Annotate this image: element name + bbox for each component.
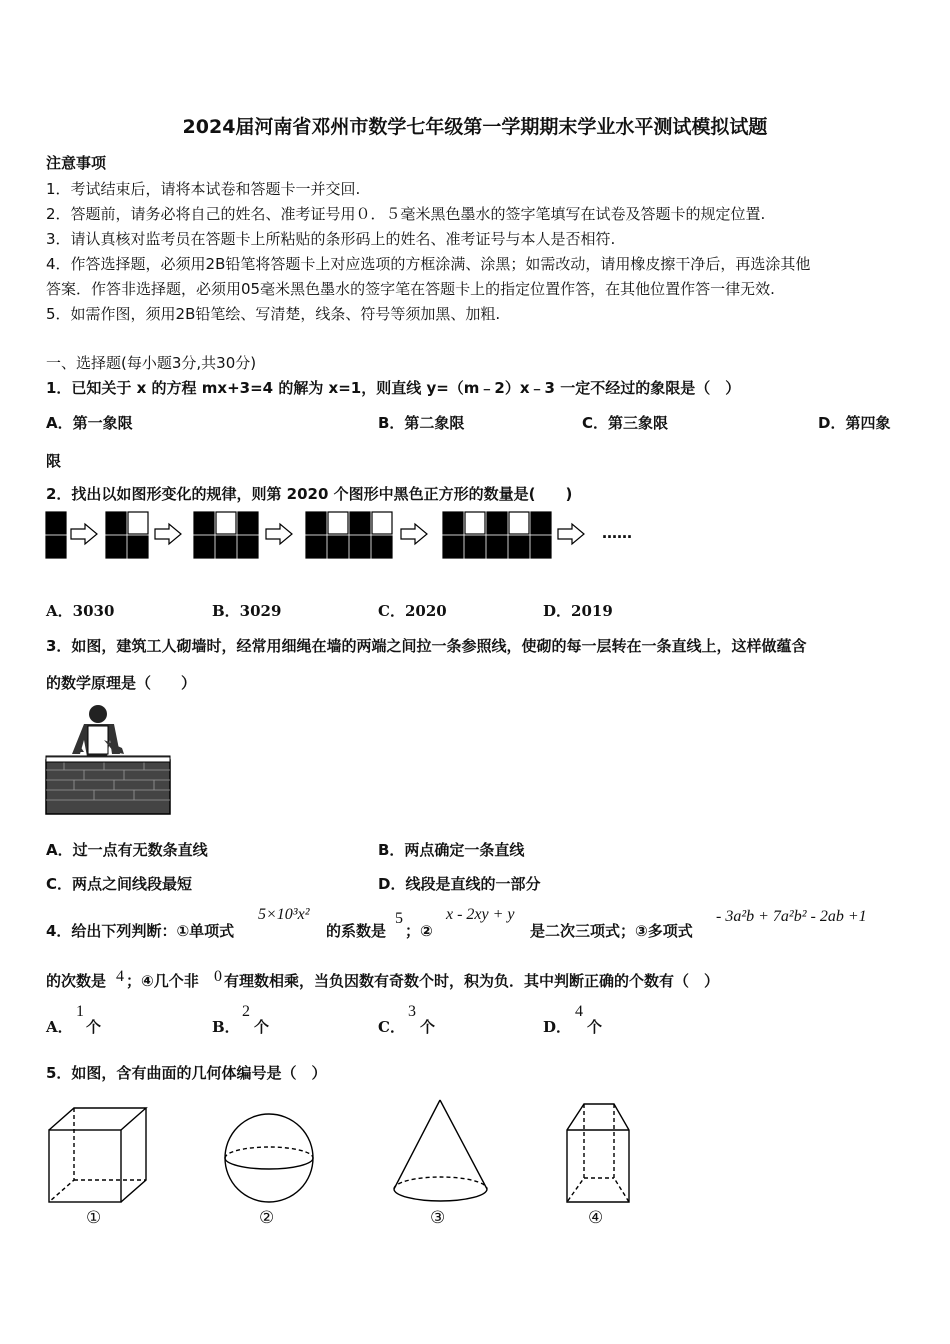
- q4-option-a: A．: [46, 1018, 73, 1036]
- q3-option-b: B．两点确定一条直线: [378, 841, 525, 859]
- q4-monomial: 5×10³x²: [258, 906, 310, 923]
- q4-trinomial: x - 2xy + y: [446, 906, 515, 923]
- cube-front: [49, 1130, 121, 1202]
- q4-option-b-value: 2: [242, 1003, 250, 1020]
- q4-option-a-value: 1: [76, 1003, 84, 1020]
- q1-option-d: D．第四象: [818, 414, 891, 432]
- q4-option-a-unit: 个: [86, 1018, 102, 1036]
- notice-item: 5．如需作图，须用2B铅笔绘、写清楚，线条、符号等须加黑、加粗.: [46, 305, 501, 323]
- question-4-part1: 4．给出下列判断：①单项式: [46, 922, 235, 940]
- bricklayer-illustration: [44, 700, 174, 818]
- q4-coefficient: 5: [395, 910, 403, 927]
- question-4-line2b: ；④几个非: [126, 972, 199, 990]
- notice-item: 3．请认真核对监考员在答题卡上所粘贴的条形码上的姓名、准考证号与本人是否相符.: [46, 230, 616, 248]
- q4-degree: 4: [116, 968, 124, 985]
- q1-option-b: B．第二象限: [378, 414, 465, 432]
- notice-item: 2．答题前，请务必将自己的姓名、准考证号用０．５毫米黑色墨水的签字笔填写在试卷及答题卡的规定位置.: [46, 205, 766, 223]
- q3-option-a: A．过一点有无数条直线: [46, 841, 208, 859]
- q2-option-c: C．2020: [378, 602, 447, 620]
- figure-label: ②: [259, 1208, 275, 1228]
- q4-option-b: B．: [212, 1018, 240, 1036]
- question-2-text: 2．找出以如图形变化的规律，则第 2020 个图形中黑色正方形的数量是( ): [46, 485, 573, 503]
- q2-option-d: D．2019: [543, 602, 613, 620]
- q2-option-b: B．3029: [212, 602, 282, 620]
- sphere: [225, 1114, 313, 1202]
- question-4-line2c: 有理数相乘，当负因数有奇数个时，积为负．其中判断正确的个数有（ ）: [224, 972, 720, 990]
- question-3-text-cont: 的数学原理是（ ）: [46, 674, 197, 692]
- q1-option-d-cont: 限: [46, 452, 62, 470]
- q4-option-d-value: 4: [575, 1003, 583, 1020]
- page-title: 2024届河南省邓州市数学七年级第一学期期末学业水平测试模拟试题: [182, 116, 768, 138]
- question-3-text: 3．如图，建筑工人砌墙时，经常用细绳在墙的两端之间拉一条参照线，使砌的每一层转在一条直线上，这样做蕴含: [46, 637, 807, 655]
- question-4-line2a: 的次数是: [46, 972, 107, 990]
- q4-polynomial: - 3a²b + 7a²b² - 2ab +1: [716, 908, 867, 925]
- figure-label: ③: [430, 1208, 446, 1228]
- q3-option-c: C．两点之间线段最短: [46, 875, 193, 893]
- q3-option-d: D．线段是直线的一部分: [378, 875, 541, 893]
- cone: [394, 1100, 487, 1189]
- notice-item: 1．考试结束后，请将本试卷和答题卡一并交回.: [46, 180, 361, 198]
- q1-option-c: C．第三象限: [582, 414, 669, 432]
- question-4-part3: ；②: [405, 922, 433, 940]
- q4-option-b-unit: 个: [254, 1018, 270, 1036]
- q4-option-c-value: 3: [408, 1003, 416, 1020]
- section-heading: 一、选择题(每小题3分,共30分): [46, 354, 257, 372]
- pattern-figure: [44, 510, 644, 564]
- q2-option-a: A．3030: [46, 602, 115, 620]
- question-1-text: 1．已知关于 x 的方程 mx+3=4 的解为 x=1，则直线 y=（m﹣2）x﹣3 一定不经过的象限是（ ）: [46, 379, 741, 397]
- notice-item: 答案．作答非选择题，必须用05毫米黑色墨水的签字笔在答题卡上的指定位置作答，在其他位置作答一律无效.: [46, 280, 775, 298]
- question-4-part2: 的系数是: [326, 922, 387, 940]
- geometry-figures: [44, 1094, 644, 1214]
- figure-label: ①: [86, 1208, 102, 1228]
- question-5-text: 5．如图，含有曲面的几何体编号是（ ）: [46, 1064, 327, 1082]
- q4-option-d: D．: [543, 1018, 572, 1036]
- question-4-part4: 是二次三项式；③多项式: [530, 922, 693, 940]
- notice-heading: 注意事项: [46, 154, 107, 172]
- q4-zero: 0: [214, 968, 222, 985]
- pattern-ellipsis: ……: [602, 524, 632, 542]
- q1-option-a: A．第一象限: [46, 414, 133, 432]
- q4-option-c-unit: 个: [420, 1018, 436, 1036]
- figure-label: ④: [588, 1208, 604, 1228]
- q4-option-d-unit: 个: [587, 1018, 603, 1036]
- notice-item: 4．作答选择题，必须用2B铅笔将答题卡上对应选项的方框涂满、涂黑；如需改动，请用橡皮擦干净后，再选涂其他: [46, 255, 811, 273]
- q4-option-c: C．: [378, 1018, 405, 1036]
